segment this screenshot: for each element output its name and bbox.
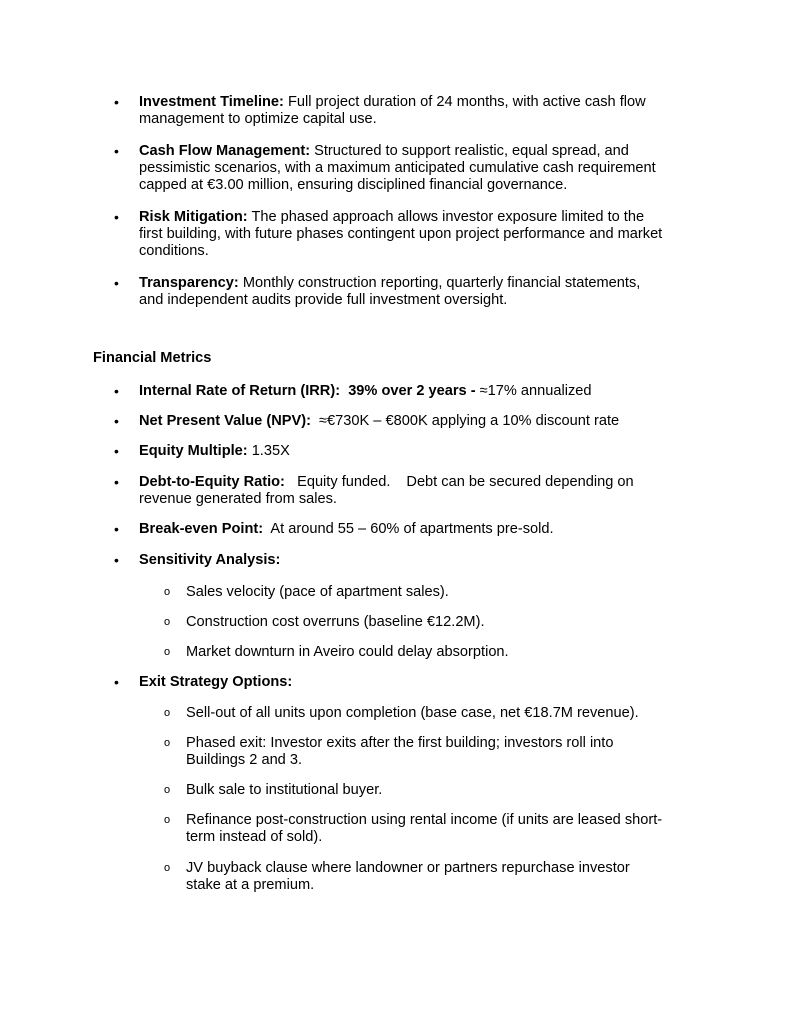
item-text-line2: and independent audits provide full investment oversight. (139, 292, 508, 308)
item-text-line2: pessimistic scenarios, with a maximum anticipated cumulative cash requirement (139, 160, 656, 176)
item-text-line3: capped at €3.00 million, ensuring disciplined financial governance. (139, 177, 568, 193)
sub-bullet-icon: o (164, 862, 171, 874)
item-label: Risk Mitigation: (139, 209, 248, 225)
exit-sub-item-line2: term instead of sold). (186, 829, 323, 845)
sub-bullet-icon: o (164, 586, 171, 598)
npv-item (139, 413, 709, 430)
irr-label: Internal Rate of Return (IRR): (139, 383, 341, 399)
exit-sub-item (186, 782, 706, 799)
bullet-icon: • (114, 552, 119, 568)
bullet-icon: • (114, 94, 119, 110)
exit-sub-item-line1: Phased exit: Investor exits after the first building; investors roll into (186, 735, 614, 751)
item-text-line2: management to optimize capital use. (139, 111, 377, 127)
irr-item (139, 383, 709, 400)
debt-equity-text-b: Debt can be secured depending on (406, 474, 634, 490)
exit-sub-item (186, 860, 706, 894)
sub-bullet-icon: o (164, 707, 171, 719)
exit-sub-item-line1: JV buyback clause where landowner or partners repurchase investor (186, 860, 630, 876)
sub-bullet-icon: o (164, 646, 171, 658)
bullet-icon: • (114, 413, 119, 429)
debt-equity-text-line2: revenue generated from sales. (139, 491, 337, 507)
item-text-line2: first building, with future phases contingent upon project performance and market (139, 226, 663, 242)
item-text: The phased approach allows investor exposure limited to the (247, 209, 645, 225)
sub-bullet-icon: o (164, 784, 171, 796)
sub-bullet-icon: o (164, 814, 171, 826)
bullet-icon: • (114, 143, 119, 159)
bullet-icon: • (114, 674, 119, 690)
sub-bullet-icon: o (164, 737, 171, 749)
exit-sub-item-line1: Bulk sale to institutional buyer. (186, 782, 383, 798)
sensitivity-item (139, 552, 709, 569)
bullet-icon: • (114, 443, 119, 459)
sub-bullet-icon: o (164, 616, 171, 628)
debt-equity-item (139, 474, 709, 508)
cash-flow-management-item (139, 143, 709, 194)
risk-mitigation-item (139, 209, 709, 260)
exit-sub-item (186, 812, 706, 846)
exit-strategy-label: Exit Strategy Options: (139, 674, 293, 690)
debt-equity-label: Debt-to-Equity Ratio: (139, 474, 285, 490)
bullet-icon: • (114, 209, 119, 225)
investment-timeline-item (139, 94, 709, 128)
section-title: Financial Metrics (93, 350, 212, 366)
item-label: Investment Timeline: (139, 94, 284, 110)
item-text: Structured to support realistic, equal spread, and (310, 143, 629, 159)
item-text: Full project duration of 24 months, with active cash flow (283, 94, 646, 110)
irr-value: 39% over 2 years - (348, 383, 476, 399)
bullet-icon: • (114, 383, 119, 399)
exit-sub-item-line2: Buildings 2 and 3. (186, 752, 303, 768)
sensitivity-label: Sensitivity Analysis: (139, 552, 281, 568)
exit-sub-item (186, 735, 706, 769)
sensitivity-sub-item: Construction cost overruns (baseline €12.2M). (186, 614, 485, 630)
item-text: Monthly construction reporting, quarterly financial statements, (238, 275, 641, 291)
exit-sub-item-line1: Refinance post-construction using rental income (if units are leased short- (186, 812, 663, 828)
npv-label: Net Present Value (NPV): (139, 413, 311, 429)
bullet-icon: • (114, 474, 119, 490)
equity-multiple-text: 1.35X (247, 443, 290, 459)
npv-text: ≈€730K – €800K applying a 10% discount rate (319, 413, 620, 429)
equity-multiple-label: Equity Multiple: (139, 443, 248, 459)
break-even-item (139, 521, 709, 538)
break-even-text: At around 55 – 60% of apartments pre-sold. (270, 521, 554, 537)
exit-strategy-item (139, 674, 709, 691)
sensitivity-sub-item: Sales velocity (pace of apartment sales). (186, 584, 449, 600)
break-even-label: Break-even Point: (139, 521, 264, 537)
item-label: Transparency: (139, 275, 239, 291)
irr-text: ≈17% annualized (475, 383, 592, 399)
exit-sub-item-line2: stake at a premium. (186, 877, 315, 893)
sensitivity-sub-item: Market downturn in Aveiro could delay absorption. (186, 644, 509, 660)
item-label: Cash Flow Management: (139, 143, 311, 159)
exit-sub-item-line1: Sell-out of all units upon completion (base case, net €18.7M revenue). (186, 705, 639, 721)
bullet-icon: • (114, 521, 119, 537)
transparency-item (139, 275, 709, 309)
bullet-icon: • (114, 275, 119, 291)
debt-equity-text-a: Equity funded. (297, 474, 391, 490)
item-text-line3: conditions. (139, 243, 209, 259)
equity-multiple-item (139, 443, 709, 460)
exit-sub-item (186, 705, 706, 722)
